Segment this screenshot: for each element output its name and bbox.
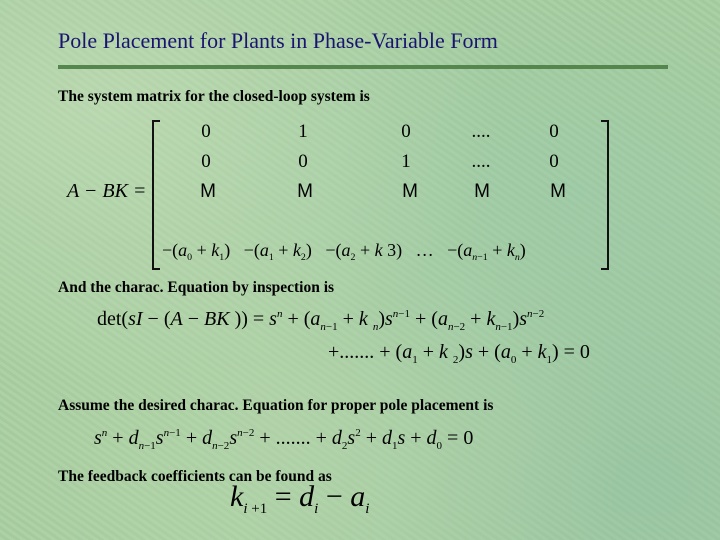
title-underline [58, 65, 668, 69]
feedback-formula: $k_{i +1} = d_i - a_i$ [230, 480, 370, 517]
text-charac-equation: And the charac. Equation by inspection is [58, 279, 335, 296]
charac-equation-line2: +....... + ($a_1 + k$ $_2)s + (a_0 + k_1) = 0$ [328, 341, 590, 366]
matrix-last-row: $-(a_0 + k_1) -(a_1 + k_2) -(a_2 + k$ 3) … $-(a_{n-1} + k_n)$ [162, 240, 526, 264]
matrix-cell-r1c5: 0 [549, 121, 559, 142]
matrix-cell-r1c2: 1 [298, 121, 308, 142]
matrix-cell-r2c5: 0 [549, 151, 559, 172]
matrix-cell-r3c2: M [297, 181, 313, 202]
matrix-cell-r1c1: 0 [201, 121, 211, 142]
desired-equation: $s^n + d_{n-1}s^{n-1} + d_{n-2}s^{n-2}$ + ....... + $d_2s^2 + d_1s + d_0 = 0$ [94, 427, 474, 452]
text-system-matrix: The system matrix for the closed-loop system is [58, 88, 370, 105]
charac-equation-line1: det(sI − (A − BK )) = $s^n + (a_{n-1} + k$ $_n)s^{n-1} + (a_{n-2} + k_{n-1})s^{n-2}$ [97, 308, 545, 333]
matrix-cell-r3c5: M [550, 181, 566, 202]
matrix-cell-r1c4: .... [471, 121, 491, 142]
matrix-cell-r2c3: 1 [401, 151, 411, 172]
matrix-cell-r3c3: M [402, 181, 418, 202]
matrix-cell-r3c1: M [200, 181, 216, 202]
text-feedback-coefficients: The feedback coefficients can be found as [58, 468, 332, 485]
matrix-cell-r2c1: 0 [201, 151, 211, 172]
matrix-cell-r3c4: M [474, 181, 490, 202]
matrix-cell-r2c4: .... [471, 151, 491, 172]
matrix-right-bracket [601, 120, 609, 270]
matrix-left-bracket [152, 120, 160, 270]
matrix-lhs: A − BK = [67, 180, 147, 202]
slide-title: Pole Placement for Plants in Phase-Variable Form [58, 28, 498, 53]
matrix-cell-r2c2: 0 [298, 151, 308, 172]
text-desired-equation: Assume the desired charac. Equation for proper pole placement is [58, 397, 494, 414]
matrix-cell-r1c3: 0 [401, 121, 411, 142]
